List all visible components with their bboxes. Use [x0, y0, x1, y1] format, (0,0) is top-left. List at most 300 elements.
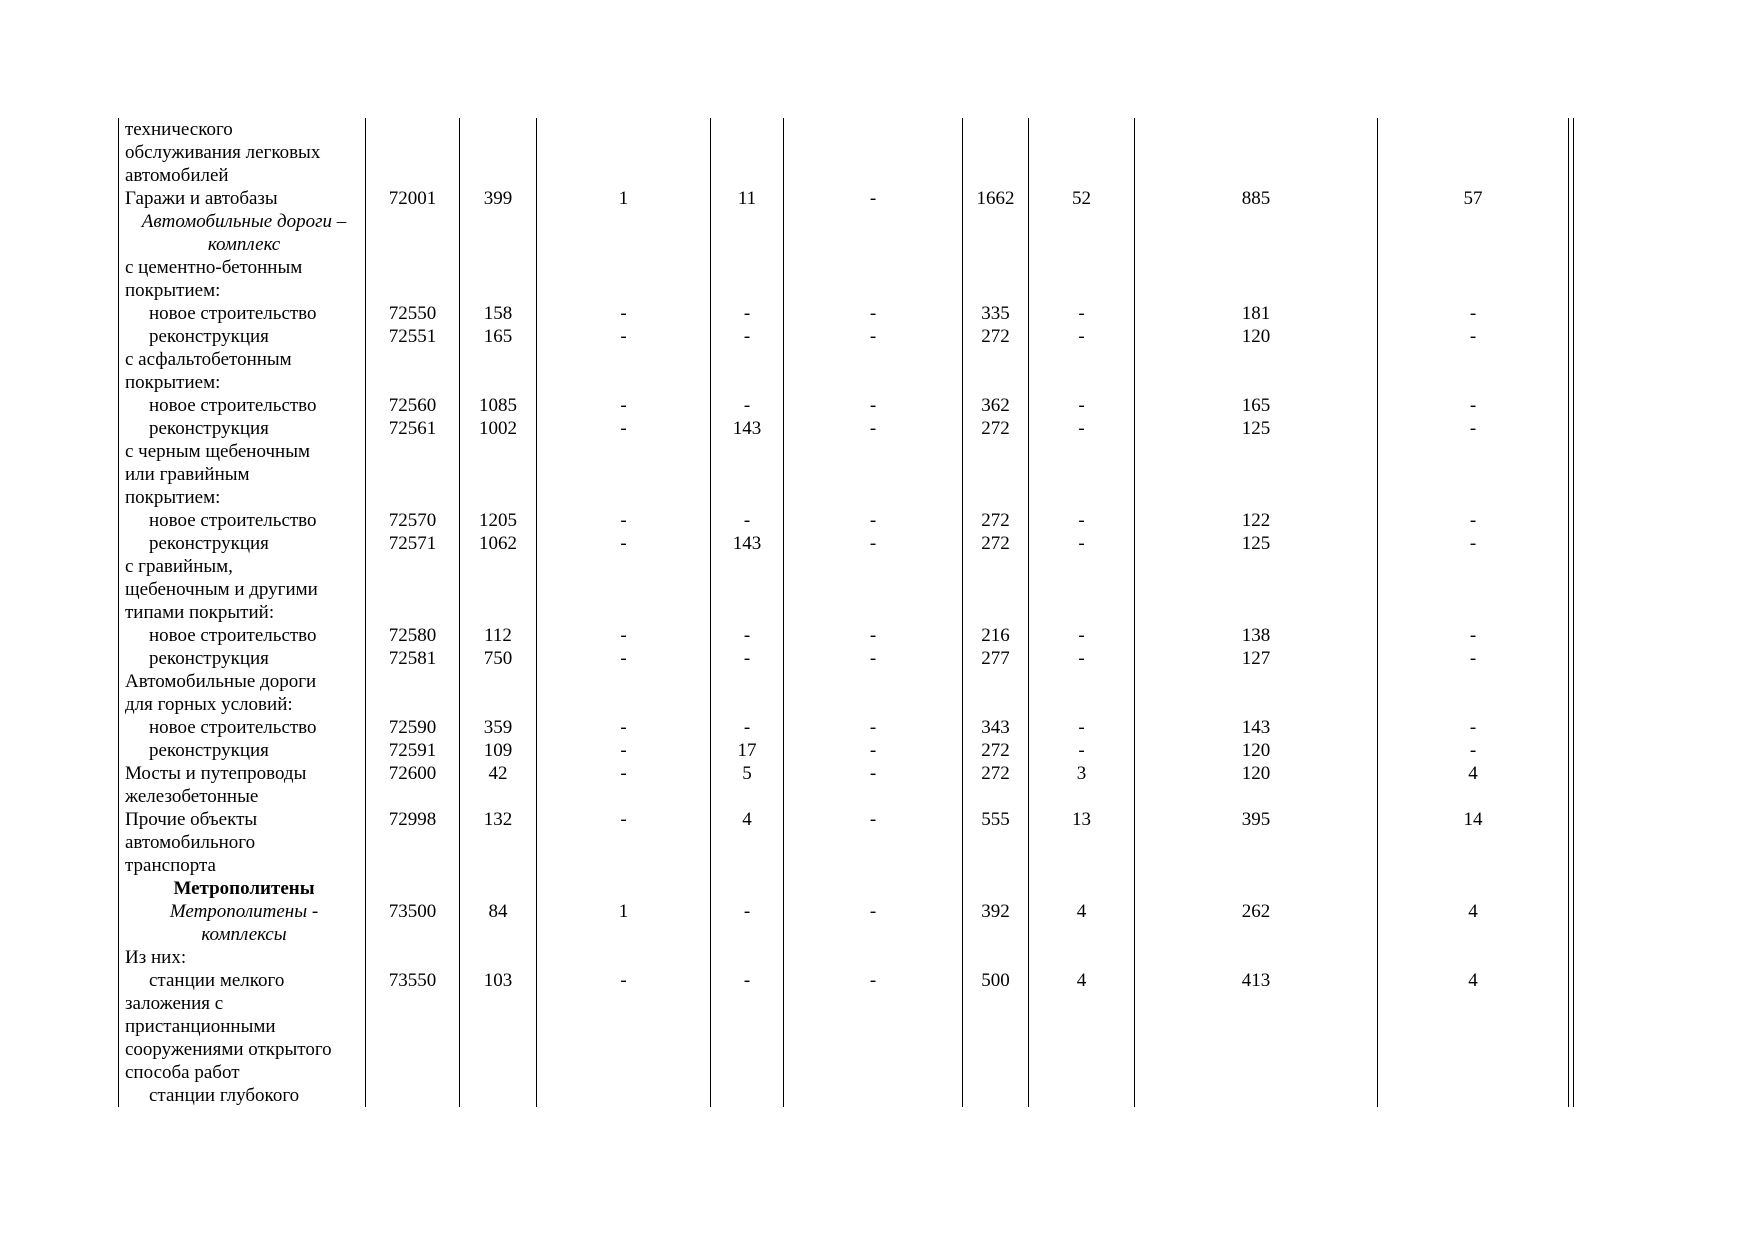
value-cell [1378, 256, 1569, 302]
value-cell [963, 877, 1029, 900]
row-label-line: обслуживания легковых [125, 142, 321, 163]
value-text: - [620, 740, 627, 761]
value-text: 112 [484, 625, 512, 646]
value-cell [366, 440, 460, 509]
value-text: 125 [1241, 533, 1271, 554]
table-row [119, 647, 1574, 670]
row-label-line: реконструкция [149, 648, 269, 669]
value-cell [711, 210, 784, 256]
value-text: - [1469, 648, 1477, 669]
row-label-line: способа работ [125, 1062, 240, 1083]
table-row [119, 325, 1574, 348]
value-text: 750 [483, 648, 513, 669]
value-text: 181 [1241, 303, 1271, 324]
value-cell [460, 302, 537, 325]
value-cell [963, 118, 1029, 187]
row-label-cell [119, 187, 366, 210]
value-cell [460, 187, 537, 210]
table-row [119, 118, 1574, 187]
value-cell [711, 762, 784, 808]
value-cell [1378, 900, 1569, 946]
row-label-line: железобетонные [125, 786, 259, 807]
table-row [119, 670, 1574, 716]
value-cell [1029, 325, 1135, 348]
value-cell [1378, 532, 1569, 555]
value-text: - [869, 510, 877, 531]
value-cell [963, 187, 1029, 210]
value-text: 138 [1241, 625, 1271, 646]
value-cell [1029, 716, 1135, 739]
value-cell [963, 394, 1029, 417]
value-cell [537, 624, 711, 647]
table-row [119, 509, 1574, 532]
value-text: 272 [981, 533, 1010, 554]
value-cell [1135, 509, 1378, 532]
row-label-cell [119, 1084, 366, 1107]
value-cell [963, 808, 1029, 877]
value-cell [460, 210, 537, 256]
empty-edge-cell [1569, 946, 1574, 969]
value-cell [711, 532, 784, 555]
value-text: - [743, 625, 751, 646]
row-label-cell [119, 670, 366, 716]
table-body [119, 118, 1574, 1107]
value-cell [1135, 647, 1378, 670]
value-cell [963, 325, 1029, 348]
value-cell [537, 256, 711, 302]
value-cell [784, 555, 963, 624]
value-text: 72570 [388, 510, 437, 531]
value-text: 125 [1241, 418, 1271, 439]
row-label-line: автомобилей [125, 165, 229, 186]
row-label-line: для горных условий: [125, 694, 293, 715]
row-label-line: заложения с [125, 993, 224, 1014]
empty-edge-cell [1569, 969, 1574, 1084]
value-cell [366, 348, 460, 394]
value-cell [1135, 555, 1378, 624]
value-text: 4 [1076, 901, 1087, 922]
row-label-line: реконструкция [149, 418, 269, 439]
value-text: 3 [1076, 763, 1087, 784]
value-text: - [743, 326, 751, 347]
value-cell [537, 808, 711, 877]
value-cell [1378, 877, 1569, 900]
value-cell [1029, 440, 1135, 509]
value-cell [1378, 187, 1569, 210]
value-text: 165 [1241, 395, 1271, 416]
value-cell [963, 900, 1029, 946]
value-cell [537, 394, 711, 417]
value-cell [366, 624, 460, 647]
value-cell [1378, 739, 1569, 762]
row-label-cell [119, 394, 366, 417]
value-cell [784, 670, 963, 716]
value-text: 1205 [479, 510, 517, 531]
value-text: - [869, 970, 877, 991]
value-cell [366, 256, 460, 302]
value-cell [963, 555, 1029, 624]
value-cell [460, 946, 537, 969]
value-text: 5 [742, 763, 752, 784]
value-cell [366, 210, 460, 256]
value-cell [784, 624, 963, 647]
value-cell [711, 900, 784, 946]
value-cell [784, 440, 963, 509]
value-text: 158 [483, 303, 513, 324]
value-text: - [620, 533, 627, 554]
table-row [119, 348, 1574, 394]
table-row [119, 187, 1574, 210]
value-cell [1029, 210, 1135, 256]
value-text: 272 [981, 510, 1010, 531]
empty-edge-cell [1569, 900, 1574, 946]
row-label-line: с асфальтобетонным [125, 349, 292, 370]
value-text: 4 [1076, 970, 1087, 991]
value-cell [1378, 969, 1569, 1084]
value-cell [1378, 394, 1569, 417]
value-cell [366, 302, 460, 325]
row-label-cell [119, 532, 366, 555]
value-cell [1029, 118, 1135, 187]
value-cell [537, 509, 711, 532]
value-text: 72580 [388, 625, 437, 646]
value-cell [1378, 325, 1569, 348]
row-label-cell [119, 900, 366, 946]
value-text: 72581 [388, 648, 437, 669]
value-text: 72560 [388, 395, 437, 416]
row-label-line: новое строительство [149, 717, 317, 738]
value-text: - [1469, 533, 1477, 554]
row-label-line: Прочие объекты [125, 809, 258, 830]
value-cell [1135, 624, 1378, 647]
value-cell [1135, 877, 1378, 900]
value-cell [537, 946, 711, 969]
row-label-line: автомобильного [125, 832, 256, 853]
value-text: - [743, 717, 751, 738]
value-text: 1002 [479, 418, 517, 439]
value-cell [1029, 555, 1135, 624]
empty-edge-cell [1569, 716, 1574, 739]
value-text: 413 [1241, 970, 1271, 991]
value-text: - [1469, 740, 1477, 761]
value-cell [784, 532, 963, 555]
value-text: - [620, 809, 627, 830]
value-cell [711, 555, 784, 624]
value-cell [784, 348, 963, 394]
value-text: 165 [483, 326, 513, 347]
value-cell [366, 417, 460, 440]
value-text: - [620, 625, 627, 646]
value-text: - [620, 395, 627, 416]
value-cell [711, 877, 784, 900]
value-cell [460, 808, 537, 877]
value-text: 132 [483, 809, 513, 830]
value-text: - [869, 717, 877, 738]
value-cell [460, 555, 537, 624]
value-cell [1378, 348, 1569, 394]
value-cell [537, 532, 711, 555]
value-cell [460, 716, 537, 739]
value-text: - [1469, 395, 1477, 416]
value-cell [1029, 394, 1135, 417]
value-cell [784, 946, 963, 969]
value-cell [784, 256, 963, 302]
value-text: - [1078, 510, 1085, 531]
value-cell [784, 394, 963, 417]
table-row [119, 256, 1574, 302]
value-text: 4 [1468, 763, 1478, 784]
value-text: 1 [618, 188, 629, 209]
row-label-line: комплекс [207, 234, 281, 255]
value-cell [784, 1084, 963, 1107]
value-cell [537, 647, 711, 670]
row-label-cell [119, 624, 366, 647]
value-cell [784, 900, 963, 946]
value-cell [537, 762, 711, 808]
value-cell [366, 762, 460, 808]
row-label-line: реконструкция [149, 326, 269, 347]
row-label-cell [119, 647, 366, 670]
value-cell [460, 739, 537, 762]
value-cell [1378, 647, 1569, 670]
value-cell [366, 808, 460, 877]
value-cell [1135, 302, 1378, 325]
value-cell [1135, 716, 1378, 739]
value-text: - [1078, 740, 1085, 761]
value-text: 109 [483, 740, 513, 761]
row-label-line: Автомобильные дороги [125, 671, 317, 692]
value-text: 103 [483, 970, 513, 991]
value-cell [366, 969, 460, 1084]
value-text: - [1078, 418, 1085, 439]
empty-edge-cell [1569, 118, 1574, 187]
value-text: 14 [1463, 809, 1483, 830]
value-cell [537, 187, 711, 210]
value-text: - [869, 533, 877, 554]
value-text: - [743, 970, 751, 991]
value-cell [1029, 647, 1135, 670]
value-cell [366, 670, 460, 716]
value-cell [366, 509, 460, 532]
value-cell [963, 302, 1029, 325]
value-text: 52 [1072, 188, 1091, 209]
value-text: 13 [1072, 809, 1091, 830]
value-cell [1378, 716, 1569, 739]
value-cell [1029, 532, 1135, 555]
row-label-line: покрытием: [125, 372, 221, 393]
value-cell [1378, 118, 1569, 187]
value-text: 1085 [479, 395, 517, 416]
row-label-line: или гравийным [125, 464, 250, 485]
value-text: 143 [732, 418, 762, 439]
table-row [119, 808, 1574, 877]
value-text: - [620, 510, 627, 531]
value-text: - [1469, 326, 1477, 347]
value-cell [366, 946, 460, 969]
value-text: 555 [981, 809, 1010, 830]
value-text: - [869, 763, 877, 784]
value-cell [366, 555, 460, 624]
value-text: 120 [1241, 763, 1271, 784]
row-label-cell [119, 555, 366, 624]
value-text: 57 [1463, 188, 1483, 209]
empty-edge-cell [1569, 187, 1574, 210]
row-label-line: новое строительство [149, 395, 317, 416]
row-label-line: с черным щебеночным [125, 441, 310, 462]
value-text: - [1078, 648, 1085, 669]
value-cell [963, 716, 1029, 739]
value-cell [963, 762, 1029, 808]
value-text: 4 [1468, 901, 1478, 922]
value-text: 216 [981, 625, 1010, 646]
empty-edge-cell [1569, 509, 1574, 532]
row-label-line: щебеночным и другими [125, 579, 318, 600]
value-cell [1378, 946, 1569, 969]
value-cell [711, 946, 784, 969]
value-cell [1378, 440, 1569, 509]
value-text: 143 [1241, 717, 1271, 738]
value-cell [711, 647, 784, 670]
value-cell [460, 348, 537, 394]
value-cell [537, 325, 711, 348]
value-cell [1029, 624, 1135, 647]
value-cell [1135, 118, 1378, 187]
value-cell [1135, 739, 1378, 762]
value-text: 272 [981, 763, 1010, 784]
value-cell [1029, 969, 1135, 1084]
value-cell [1029, 417, 1135, 440]
value-text: - [869, 648, 877, 669]
row-label-line: Метрополитены [173, 878, 315, 899]
value-cell [460, 440, 537, 509]
value-cell [1029, 348, 1135, 394]
value-text: 72591 [388, 740, 437, 761]
value-cell [1029, 946, 1135, 969]
value-text: 73500 [388, 901, 437, 922]
value-cell [460, 762, 537, 808]
value-cell [460, 394, 537, 417]
table-row [119, 532, 1574, 555]
row-label-line: Автомобильные дороги – [141, 211, 347, 232]
value-text: 885 [1241, 188, 1271, 209]
value-cell [1029, 762, 1135, 808]
value-text: 343 [981, 717, 1010, 738]
value-cell [460, 532, 537, 555]
table-row [119, 624, 1574, 647]
value-text: 272 [981, 326, 1010, 347]
value-text: - [869, 901, 877, 922]
value-text: 11 [737, 188, 757, 209]
value-text: 395 [1241, 809, 1271, 830]
value-cell [1029, 187, 1135, 210]
value-cell [1135, 900, 1378, 946]
table-row [119, 739, 1574, 762]
value-text: - [620, 303, 627, 324]
row-label-line: Мосты и путепроводы [125, 763, 307, 784]
value-text: 262 [1241, 901, 1271, 922]
row-label-cell [119, 118, 366, 187]
value-cell [784, 302, 963, 325]
value-cell [711, 808, 784, 877]
value-text: - [743, 648, 751, 669]
value-cell [1135, 440, 1378, 509]
value-text: 500 [981, 970, 1010, 991]
value-text: - [1469, 303, 1477, 324]
row-label-cell [119, 210, 366, 256]
empty-edge-cell [1569, 210, 1574, 256]
value-cell [711, 417, 784, 440]
value-text: - [869, 809, 877, 830]
value-cell [366, 716, 460, 739]
row-label-line: покрытием: [125, 280, 221, 301]
value-cell [711, 187, 784, 210]
value-cell [537, 417, 711, 440]
value-cell [537, 670, 711, 716]
value-text: - [869, 418, 877, 439]
value-text: - [869, 326, 877, 347]
value-cell [1135, 210, 1378, 256]
value-cell [366, 647, 460, 670]
value-text: - [1469, 510, 1477, 531]
row-label-cell [119, 946, 366, 969]
value-cell [460, 417, 537, 440]
value-cell [366, 325, 460, 348]
value-text: 42 [488, 763, 508, 784]
value-cell [711, 739, 784, 762]
value-cell [1029, 1084, 1135, 1107]
table-row [119, 900, 1574, 946]
value-cell [1135, 394, 1378, 417]
value-cell [784, 808, 963, 877]
empty-edge-cell [1569, 762, 1574, 808]
value-cell [1135, 670, 1378, 716]
row-label-cell [119, 808, 366, 877]
value-cell [1029, 877, 1135, 900]
value-text: - [620, 763, 627, 784]
value-cell [460, 969, 537, 1084]
value-cell [537, 739, 711, 762]
value-cell [963, 969, 1029, 1084]
value-cell [1135, 417, 1378, 440]
table-row [119, 762, 1574, 808]
value-text: 72571 [388, 533, 437, 554]
table-row [119, 302, 1574, 325]
empty-edge-cell [1569, 624, 1574, 647]
empty-edge-cell [1569, 670, 1574, 716]
value-cell [963, 624, 1029, 647]
value-text: - [1078, 717, 1085, 738]
value-cell [366, 532, 460, 555]
value-cell [1378, 624, 1569, 647]
row-label-cell [119, 762, 366, 808]
value-text: - [1078, 303, 1085, 324]
value-cell [711, 509, 784, 532]
value-cell [460, 877, 537, 900]
empty-edge-cell [1569, 808, 1574, 877]
value-cell [784, 739, 963, 762]
value-cell [1135, 946, 1378, 969]
table-row [119, 210, 1574, 256]
value-cell [1378, 670, 1569, 716]
value-cell [1378, 762, 1569, 808]
value-text: - [620, 326, 627, 347]
value-cell [537, 716, 711, 739]
table-row [119, 394, 1574, 417]
empty-edge-cell [1569, 394, 1574, 417]
value-cell [537, 118, 711, 187]
value-cell [460, 647, 537, 670]
value-cell [1378, 509, 1569, 532]
